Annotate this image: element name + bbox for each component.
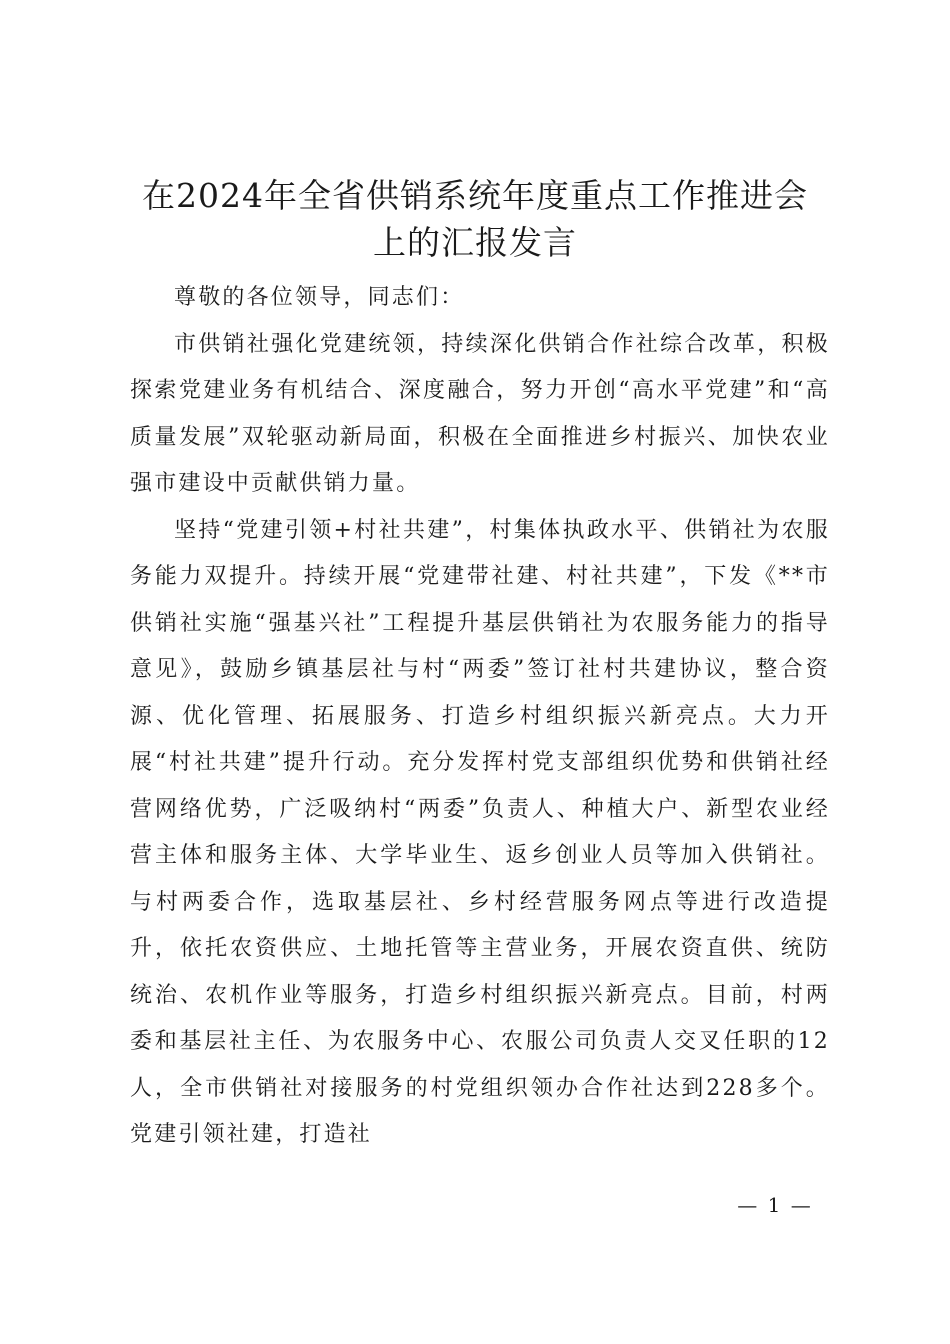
paragraph-intro: 市供销社强化党建统领，持续深化供销合作社综合改革，积极探索党建业务有机结合、深度融合，努力开创“高水平党建”和“高质量发展”双轮驱动新局面，积极在全面推进乡村振兴、加快农业强市建设中贡献供销力量。 [130,331,830,496]
salutation: 尊敬的各位领导，同志们： [174,285,465,310]
page-number: — 1 — [737,1193,813,1217]
document-title: 在2024年全省供销系统年度重点工作推进会上的汇报发言 [142,176,808,262]
document-body [130,275,830,1159]
paragraph-party-building: 坚持“党建引领+村社共建”，村集体执政水平、供销社为农服务能力双提升。持续开展“党建带社建、村社共建”，下发《**市供销社实施“强基兴社”工程提升基层供销社为农服务能力的指导意见》，鼓励乡镇基层社与村“两委”签订社村共建协议，整合资源、优化管理、拓展服务、打造乡村组织振兴新亮点。大力开展“村社共建”提升行动。充分发挥村党支部组织优势和供销社经营网络优势，广泛吸纳村“两委”负责人、种植大户、新型农业经营主体和服务主体、大学毕业生、返乡创业人员等加入供销社。与村两委合作，选取基层社、乡村经营服务网点等进行改造提升，依托农资供应、土地托管等主营业务，开展农资直供、统防统治、农机作业等服务，打造乡村组织振兴新亮点。目前，村两委和基层社主任、为农服务中心、农服公司负责人交叉任职的12人，全市供销社对接服务的村党组织领办合作社达到228多个。党建引领社建，打造社 [130,517,830,1147]
